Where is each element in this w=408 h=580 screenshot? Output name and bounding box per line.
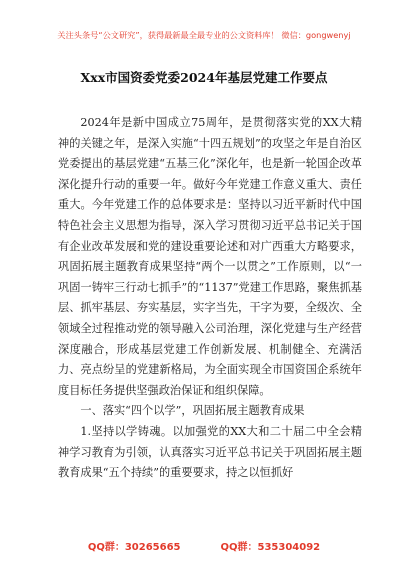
body-paragraph-intro: 2024年是新中国成立75周年，是贯彻落实党的XX大精神的关键之年，是深入实施“十四五规划”的攻坚之年是自治区党委提出的基层党建“五基三化”深化年，也是新一轮国企改革深化提升行动的重要一年。做好今年党建工作意义重大、责任重大。今年党建工作的总体要求是：坚持以习近平新时代中国特色社会主义思想为指导，深入学习贯彻习近平总书记关于国有企业改革发展和党的建设重要论述和对广西重大方略要求，巩固拓展主题教育成果坚持“两个一以贯之”工作原则，以“一巩固一铸牢三行动七抓手”的“1137”党建工作思路，聚焦抓基层、抓牢基层、夯实基层，实字当先，干字为要，全级次、全领域全过程推动党的领导融入公司治理，深化党建与生产经营深度融合，形成基层党建工作创新发展、机制健全、充满活力、亮点纷呈的党建新格局，为全面实现全市国资国企系统年度目标任务提供坚强政治保证和组织保障。 xyxy=(58,116,362,397)
header-promo-note: 关注头条号“公文研究”，获得最新最全最专业的公文资料库！ 微信：gongwenyj xyxy=(57,30,351,40)
footer-contact xyxy=(0,538,408,553)
footer-qq-group-2: QQ群：535304092 xyxy=(220,542,321,553)
footer-qq-group-1: QQ群：30265665 xyxy=(87,542,181,553)
section-heading-1: 一、落实“四个以学”，巩固拓展主题教育成果 xyxy=(80,404,305,418)
body-paragraph-item-1: 1.坚持以学铸魂。以加强党的XX大和二十届二中全会精神学习教育为引领，认真落实习近平总书记关于巩固拓展主题教育成果“五个持续”的重要要求，持之以恒抓好 xyxy=(58,424,362,480)
document-body xyxy=(58,113,362,484)
document-title: Xxx市国资委党委2024年基层党建工作要点 xyxy=(80,70,328,85)
